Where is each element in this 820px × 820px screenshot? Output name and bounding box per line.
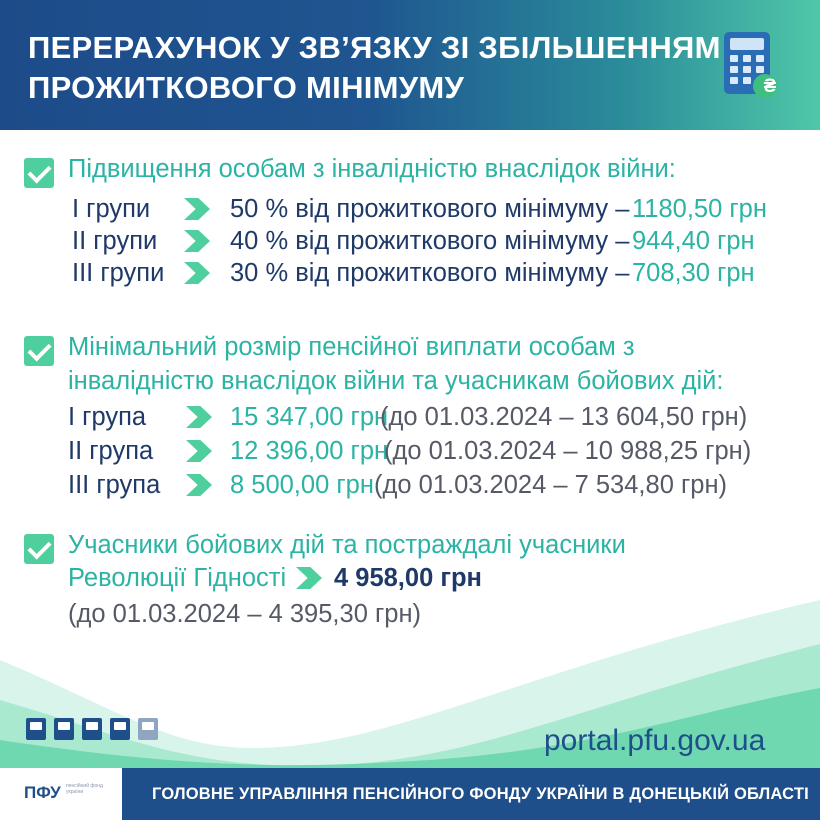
- row-label: Революції Гідності: [68, 564, 287, 592]
- title-line-2: ПРОЖИТКОВОГО МІНІМУМУ: [28, 70, 465, 105]
- row-amount: 708,30 грн: [632, 259, 755, 287]
- row-label: ІІІ група: [68, 471, 161, 499]
- arrow-right-icon: [186, 474, 212, 496]
- website-link[interactable]: portal.pfu.gov.ua: [544, 724, 766, 757]
- row-note: (до 01.03.2024 – 7 534,80 грн): [374, 471, 728, 499]
- section1-title: Підвищення особам з інвалідністю внаслідок війни:: [68, 155, 676, 183]
- row-label: ІІІ групи: [72, 259, 165, 287]
- checkmark-icon: [24, 158, 54, 188]
- row-note: (до 01.03.2024 – 10 988,25 грн): [384, 437, 752, 465]
- row-label: ІІ групи: [72, 227, 158, 255]
- arrow-right-icon: [186, 440, 212, 462]
- book-icon: [110, 718, 130, 740]
- book-icon: [138, 718, 158, 740]
- checkmark-icon: [24, 336, 54, 366]
- pfu-logo: ПФУ: [24, 783, 61, 802]
- row-label: І групи: [72, 195, 151, 223]
- row-amount: 12 396,00 грн: [230, 437, 389, 465]
- book-icon: [82, 718, 102, 740]
- arrow-right-icon: [184, 230, 210, 252]
- page-title: [28, 28, 721, 108]
- title-line-1: ПЕРЕРАХУНОК У ЗВ’ЯЗКУ ЗІ ЗБІЛЬШЕННЯМ: [28, 30, 721, 65]
- section2-title-line-2: інвалідністю внаслідок війни та учасникам бойових дій:: [68, 367, 724, 395]
- row-text: 30 % від прожиткового мінімуму –: [230, 259, 630, 287]
- book-icon: [26, 718, 46, 740]
- hryvnia-symbol: ₴: [763, 76, 777, 97]
- row-text: 40 % від прожиткового мінімуму –: [230, 227, 630, 255]
- row-text: 50 % від прожиткового мінімуму –: [230, 195, 630, 223]
- section3-title-line-1: Учасники бойових дій та постраждалі учасники: [68, 531, 626, 559]
- logo-area: [0, 768, 122, 820]
- row-amount: 944,40 грн: [632, 227, 755, 255]
- row-amount: 1180,50 грн: [632, 195, 767, 223]
- arrow-right-icon: [184, 262, 210, 284]
- arrow-right-icon: [186, 406, 212, 428]
- row-note: (до 01.03.2024 – 4 395,30 грн): [68, 600, 422, 628]
- pfu-logo-subtext: пенсійний фонд україни: [66, 783, 103, 795]
- row-amount: 4 958,00 грн: [334, 564, 482, 592]
- row-label: ІІ група: [68, 437, 154, 465]
- header-banner: [0, 0, 820, 130]
- row-note: (до 01.03.2024 – 13 604,50 грн): [380, 403, 748, 431]
- section2-title-line-1: Мінімальний розмір пенсійної виплати особам з: [68, 333, 635, 361]
- row-amount: 15 347,00 грн: [230, 403, 389, 431]
- organization-name: ГОЛОВНЕ УПРАВЛІННЯ ПЕНСІЙНОГО ФОНДУ УКРАЇНИ В ДОНЕЦЬКІЙ ОБЛАСТІ: [152, 785, 809, 803]
- book-icon: [54, 718, 74, 740]
- row-label: І група: [68, 403, 147, 431]
- arrow-right-icon: [184, 198, 210, 220]
- footer-bar: [122, 768, 820, 820]
- row-amount: 8 500,00 грн: [230, 471, 374, 499]
